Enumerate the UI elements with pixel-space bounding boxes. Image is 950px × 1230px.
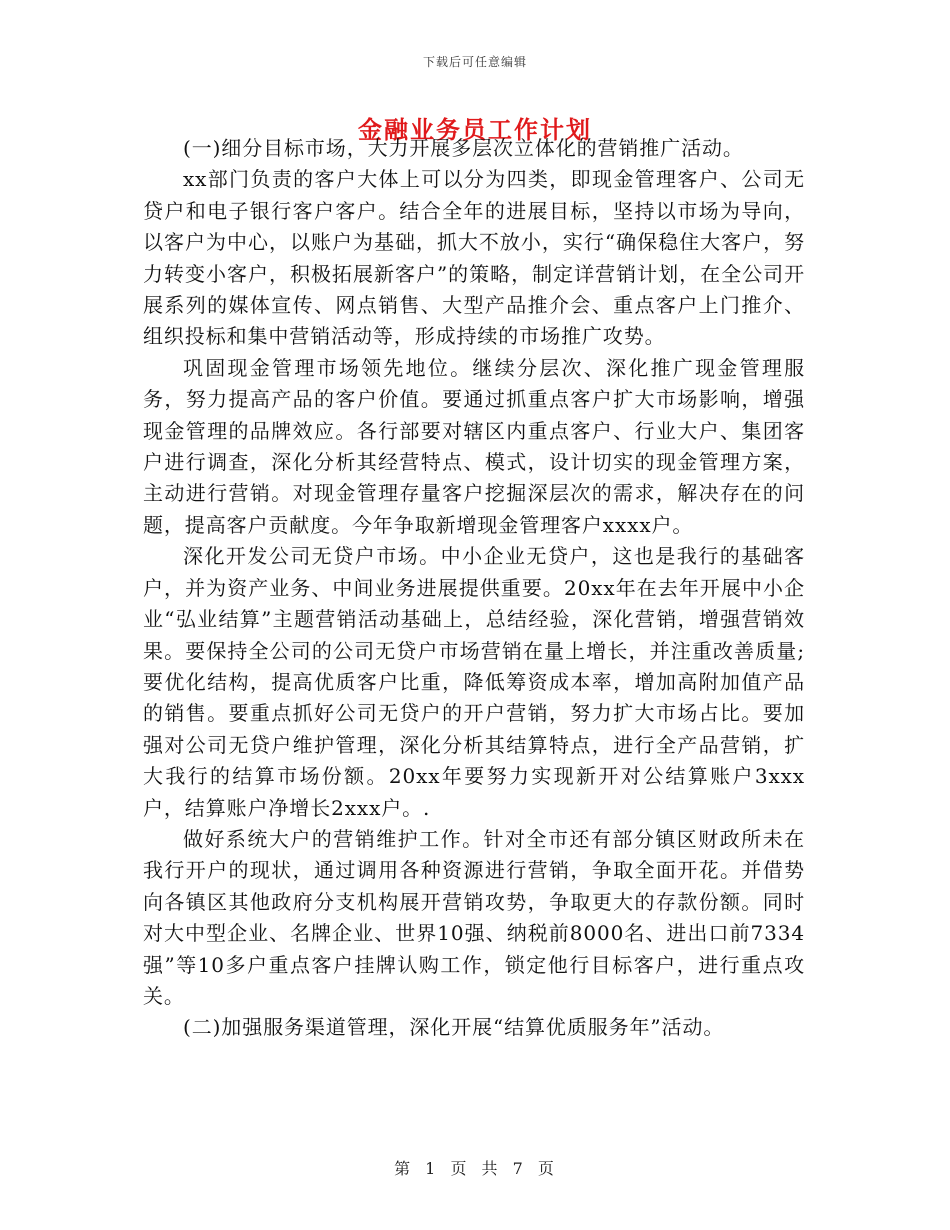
page-number-footer: 第 1 页 共 7 页	[394, 1159, 556, 1178]
section-heading-1: (一)细分目标市场，大力开展多层次立体化的营销推广活动。	[183, 136, 744, 160]
document-body	[143, 133, 805, 1044]
page-header-note: 下载后可任意编辑	[422, 55, 527, 69]
document-title: 金融业务员工作计划	[358, 115, 592, 144]
body-paragraph: 巩固现金管理市场领先地位。继续分层次、深化推广现金管理服务，努力提高产品的客户价值。要通过抓重点客户扩大市场影响，增强现金管理的品牌效应。各行部要对辖区内重点客户、行业大户、集团客户进行调查，深化分析其经营特点、模式，设计切实的现金管理方案，主动进行营销。对现金管理存量客户挖掘深层次的需求，解决存在的问题，提高客户贡献度。今年争取新增现金管理客户xxxx户。	[143, 355, 805, 537]
section-heading-2: (二)加强服务渠道管理，深化开展“结算优质服务年”活动。	[183, 1015, 725, 1040]
body-paragraph: xx部门负责的客户大体上可以分为四类，即现金管理客户、公司无贷户和电子银行客户客户。结合全年的进展目标，坚持以市场为导向，以客户为中心，以账户为基础，抓大不放小，实行“确保稳住大客户，努力转变小客户，积极拓展新客户”的策略，制定详营销计划，在全公司开展系列的媒体宣传、网点销售、大型产品推介会、重点客户上门推介、组织投标和集中营销活动等，形成持续的市场推广攻势。	[143, 167, 805, 349]
body-paragraph: 做好系统大户的营销维护工作。针对全市还有部分镇区财政所未在我行开户的现状，通过调用各种资源进行营销，争取全面开花。并借势向各镇区其他政府分支机构展开营销攻势，争取更大的存款份额。同时对大中型企业、名牌企业、世界10强、纳税前8000名、进出口前7334强”等10多户重点客户挂牌认购工作，锁定他行目标客户，进行重点攻关。	[143, 826, 805, 1008]
body-paragraph: 深化开发公司无贷户市场。中小企业无贷户，这也是我行的基础客户，并为资产业务、中间业务进展提供重要。20xx年在去年开展中小企业“弘业结算”主题营销活动基础上，总结经验，深化营销，增强营销效果。要保持全公司的公司无贷户市场营销在量上增长，并注重改善质量;要优化结构，提高优质客户比重，降低筹资成本率，增加高附加值产品的销售。要重点抓好公司无贷户的开户营销，努力扩大市场占比。要加强对公司无贷户维护管理，深化分析其结算特点，进行全产品营销，扩大我行的结算市场份额。20xx年要努力实现新开对公结算账户3xxx户，结算账户净增长2xxx户。.	[143, 544, 805, 820]
